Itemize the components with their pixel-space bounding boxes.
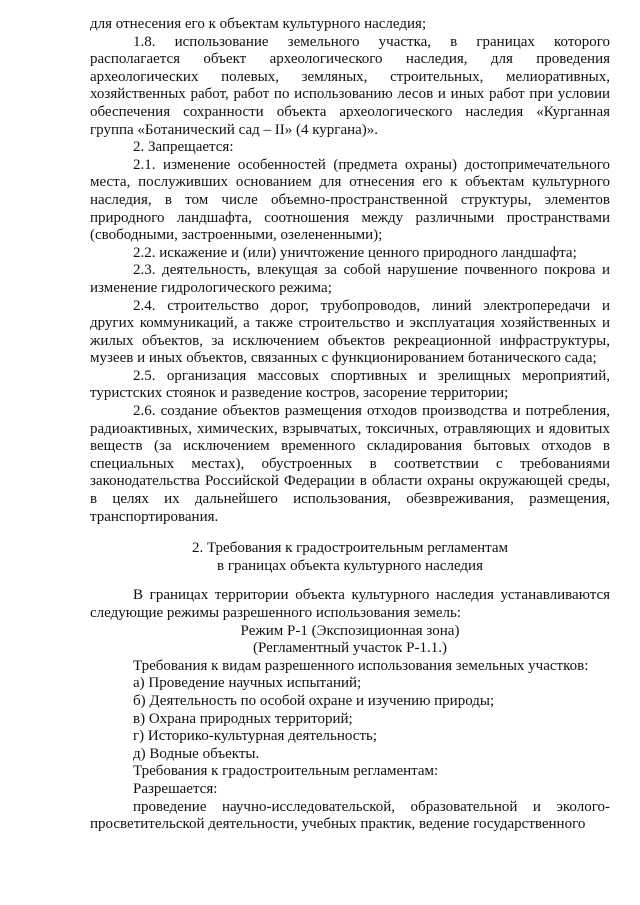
paragraph-2-1: 2.1. изменение особенностей (предмета охраны) достопримечательного места, послуживших основанием для отнесения его к объектам культурного наследия, в том числе объемно-пространственной структуры, элементов природного ландшафта, соотношения между различными пространствами (свободными, застроенными, озелененными); — [90, 156, 610, 244]
paragraph-2-2: 2.2. искажение и (или) уничтожение ценного природного ландшафта; — [133, 244, 577, 261]
list-item: в) Охрана природных территорий; — [133, 710, 353, 727]
paragraph-2-6: 2.6. создание объектов размещения отходов производства и потребления, радиоактивных, химических, взрывчатых, токсичных, отравляющих и ядовитых веществ (за исключением временного складирования бытовых отходов в специальных местах), обустроенных в соответствии с требованиями законодательства Российской Федерации в области охраны окружающей среды, в целях их дальнейшего использования, обезвреживания, размещения, транспортирования. — [90, 403, 610, 525]
paragraph-2-prohibited: 2. Запрещается: — [133, 139, 234, 156]
paragraph-1-8: 1.8. использование земельного участка, в границах которого располагается объект археологического наследия, для проведения археологических полевых, земляных, строительных, мелиоративных, хозяйственных работ, работ по использованию лесов и иных работ при условии обеспечения сохранности объекта археологического наследия «Курганная группа «Ботанический сад – II» (4 кургана)». — [90, 33, 610, 138]
list-item: б) Деятельность по особой охране и изучению природы; — [133, 692, 495, 709]
paragraph-intro: В границах территории объекта культурного наследия устанавливаются следующие режимы разрешенного использования земель: — [90, 587, 610, 621]
paragraph-2-4: 2.4. строительство дорог, трубопроводов, линий электропередачи и других коммуникаций, а также строительство и эксплуатация хозяйственных и жилых объектов, за исключением объектов рекреационной инфраструктуры, музеев и иных объектов, связанных с функционированием ботанического сада; — [90, 297, 610, 367]
paragraph-2-3: 2.3. деятельность, влекущая за собой нарушение почвенного покрова и изменение гидрологического режима; — [90, 262, 610, 296]
requirements-regulations-heading: Требования к градостроительным регламентам: — [133, 763, 439, 780]
requirements-types-heading: Требования к видам разрешенного использования земельных участков: — [133, 657, 589, 674]
spacer — [90, 526, 610, 540]
paragraph-final: проведение научно-исследовательской, образовательной и эколого-просветительской деятельности, учебных практик, ведение государственного — [90, 798, 610, 833]
list-item: г) Историко-культурная деятельность; — [133, 728, 378, 745]
section-heading-line-1: 2. Требования к градостроительным регламентам — [191, 540, 509, 557]
section-heading-line-2: в границах объекта культурного наследия — [217, 557, 483, 574]
list-item: а) Проведение научных испытаний; — [133, 675, 362, 692]
allowed-heading: Разрешается: — [133, 780, 218, 797]
document-body — [90, 16, 610, 834]
mode-subtitle: (Регламентный участок Р-1.1.) — [252, 640, 448, 657]
mode-title: Режим Р-1 (Экспозиционная зона) — [240, 622, 460, 639]
paragraph-2-5: 2.5. организация массовых спортивных и зрелищных мероприятий, туристских стоянок и разведение костров, засорение территории; — [90, 367, 610, 402]
paragraph-lead: для отнесения его к объектам культурного наследия; — [90, 16, 427, 32]
list-item: д) Водные объекты. — [133, 745, 260, 762]
spacer — [90, 575, 610, 587]
